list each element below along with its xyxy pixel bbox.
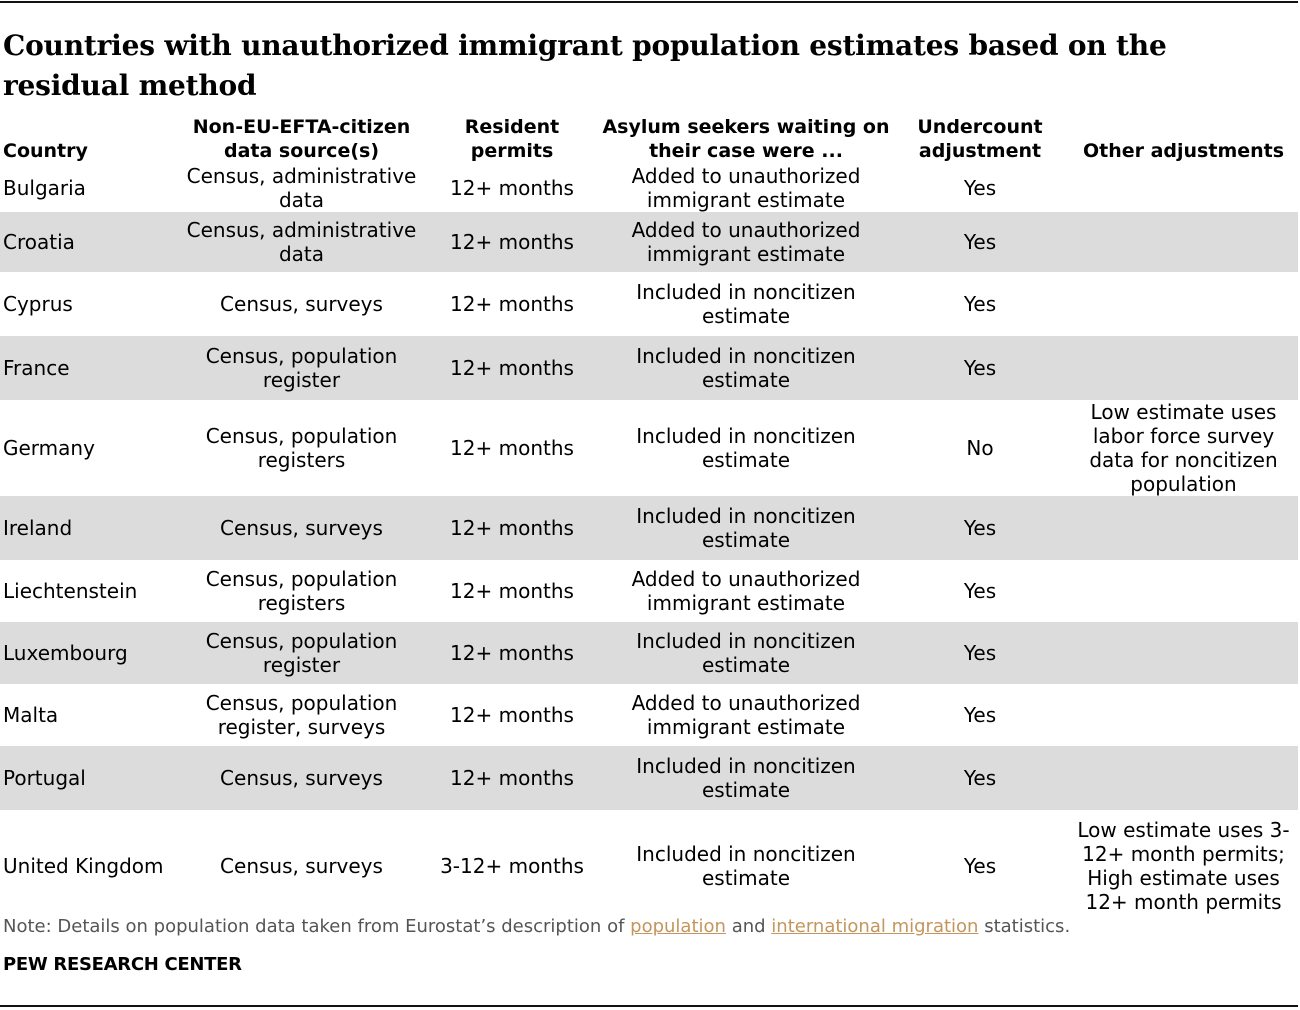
header-other-adjustments: Other adjustments [1082,140,1285,162]
country-cell: Germany [3,436,95,460]
table-row [0,496,1298,560]
undercount-cell: Yes [963,854,997,878]
table-row [0,336,1298,400]
international-migration-link[interactable]: international migration [771,916,979,937]
undercount-cell: No [966,436,994,460]
table-row [0,622,1298,684]
header-asylum-seekers: Asylum seekers waiting on their case were ... [602,116,890,162]
permits-cell: 12+ months [423,212,601,272]
other-adjustments-cell [1069,336,1298,400]
top-rule [0,1,1298,3]
note-middle: and [731,916,766,937]
table-row [0,400,1298,496]
data-source-cell: Census, population register [180,622,423,684]
country-cell: Liechtenstein [3,579,138,603]
undercount-cell: Yes [891,212,1069,272]
header-data-source: Non-EU-EFTA-citizen data source(s) [192,116,411,162]
country-cell: Croatia [0,212,180,272]
country-cell: Luxembourg [0,622,180,684]
permits-cell: 12+ months [423,622,601,684]
country-cell: Cyprus [3,292,73,316]
undercount-cell: Yes [891,496,1069,560]
table-row [0,560,1298,622]
asylum-cell: Included in noncitizen estimate [636,280,856,328]
permits-cell: 12+ months [423,496,601,560]
country-cell: Malta [3,703,59,727]
other-adjustments-cell [1069,496,1298,560]
undercount-cell: Yes [963,176,997,200]
other-adjustments-cell: Low estimate uses labor force survey data for noncitizen population [1089,400,1278,496]
undercount-cell: Yes [963,703,997,727]
other-adjustments-cell [1069,560,1298,622]
country-cell: Ireland [0,496,180,560]
asylum-cell: Included in noncitizen estimate [636,842,856,890]
data-source-cell: Census, population registers [205,424,398,472]
population-link[interactable]: population [630,916,726,937]
asylum-cell: Included in noncitizen estimate [601,622,891,684]
note-prefix: Note: Details on population data taken from Eurostat’s description of [3,916,625,937]
asylum-cell: Added to unauthorized immigrant estimate [631,691,861,739]
undercount-cell: Yes [963,579,997,603]
table-row [0,212,1298,272]
permits-cell: 12+ months [450,176,574,200]
permits-cell: 12+ months [450,703,574,727]
undercount-cell: Yes [891,336,1069,400]
other-adjustments-cell [1069,622,1298,684]
data-source-cell: Census, surveys [180,746,423,810]
undercount-cell: Yes [891,622,1069,684]
table-row [0,684,1298,746]
asylum-cell: Added to unauthorized immigrant estimate [601,212,891,272]
header-undercount: Undercount adjustment [917,116,1043,162]
permits-cell: 12+ months [450,292,574,316]
header-country: Country [3,140,88,162]
country-cell: France [0,336,180,400]
table-row [0,164,1298,212]
undercount-cell: Yes [963,292,997,316]
table-header-row [0,112,1298,164]
permits-cell: 12+ months [423,746,601,810]
country-cell: Portugal [0,746,180,810]
data-source-cell: Census, surveys [220,292,383,316]
country-cell: United Kingdom [3,854,164,878]
other-adjustments-cell [1069,164,1298,212]
other-adjustments-cell: Low estimate uses 3-12+ month permits; High estimate uses 12+ month permits [1077,818,1290,914]
data-source-cell: Census, surveys [220,854,383,878]
footnote [3,915,1070,939]
asylum-cell: Included in noncitizen estimate [601,746,891,810]
source-credit: PEW RESEARCH CENTER [3,954,242,975]
other-adjustments-cell [1069,272,1298,336]
asylum-cell: Included in noncitizen estimate [601,336,891,400]
table-row [0,272,1298,336]
permits-cell: 12+ months [450,579,574,603]
table-row [0,746,1298,810]
asylum-cell: Added to unauthorized immigrant estimate [631,164,861,212]
note-suffix: statistics. [984,916,1071,937]
page-title: Countries with unauthorized immigrant population estimates based on the residual method [3,29,1167,102]
undercount-cell: Yes [891,746,1069,810]
permits-cell: 12+ months [423,336,601,400]
data-source-cell: Census, population register, surveys [205,691,398,739]
asylum-cell: Included in noncitizen estimate [601,496,891,560]
other-adjustments-cell [1069,746,1298,810]
other-adjustments-cell [1069,212,1298,272]
country-cell: Bulgaria [3,176,86,200]
permits-cell: 3-12+ months [440,854,584,878]
data-source-cell: Census, surveys [180,496,423,560]
table-row [0,810,1298,922]
asylum-cell: Added to unauthorized immigrant estimate [631,567,861,615]
bottom-rule [0,1005,1298,1007]
table-body [0,164,1298,922]
permits-cell: 12+ months [450,436,574,460]
data-source-cell: Census, administrative data [180,212,423,272]
asylum-cell: Included in noncitizen estimate [636,424,856,472]
data-source-cell: Census, population registers [205,567,398,615]
data-source-cell: Census, administrative data [186,164,417,212]
other-adjustments-cell [1069,684,1298,746]
data-source-cell: Census, population register [180,336,423,400]
data-table [0,112,1298,922]
header-resident-permits: Resident permits [464,116,560,162]
